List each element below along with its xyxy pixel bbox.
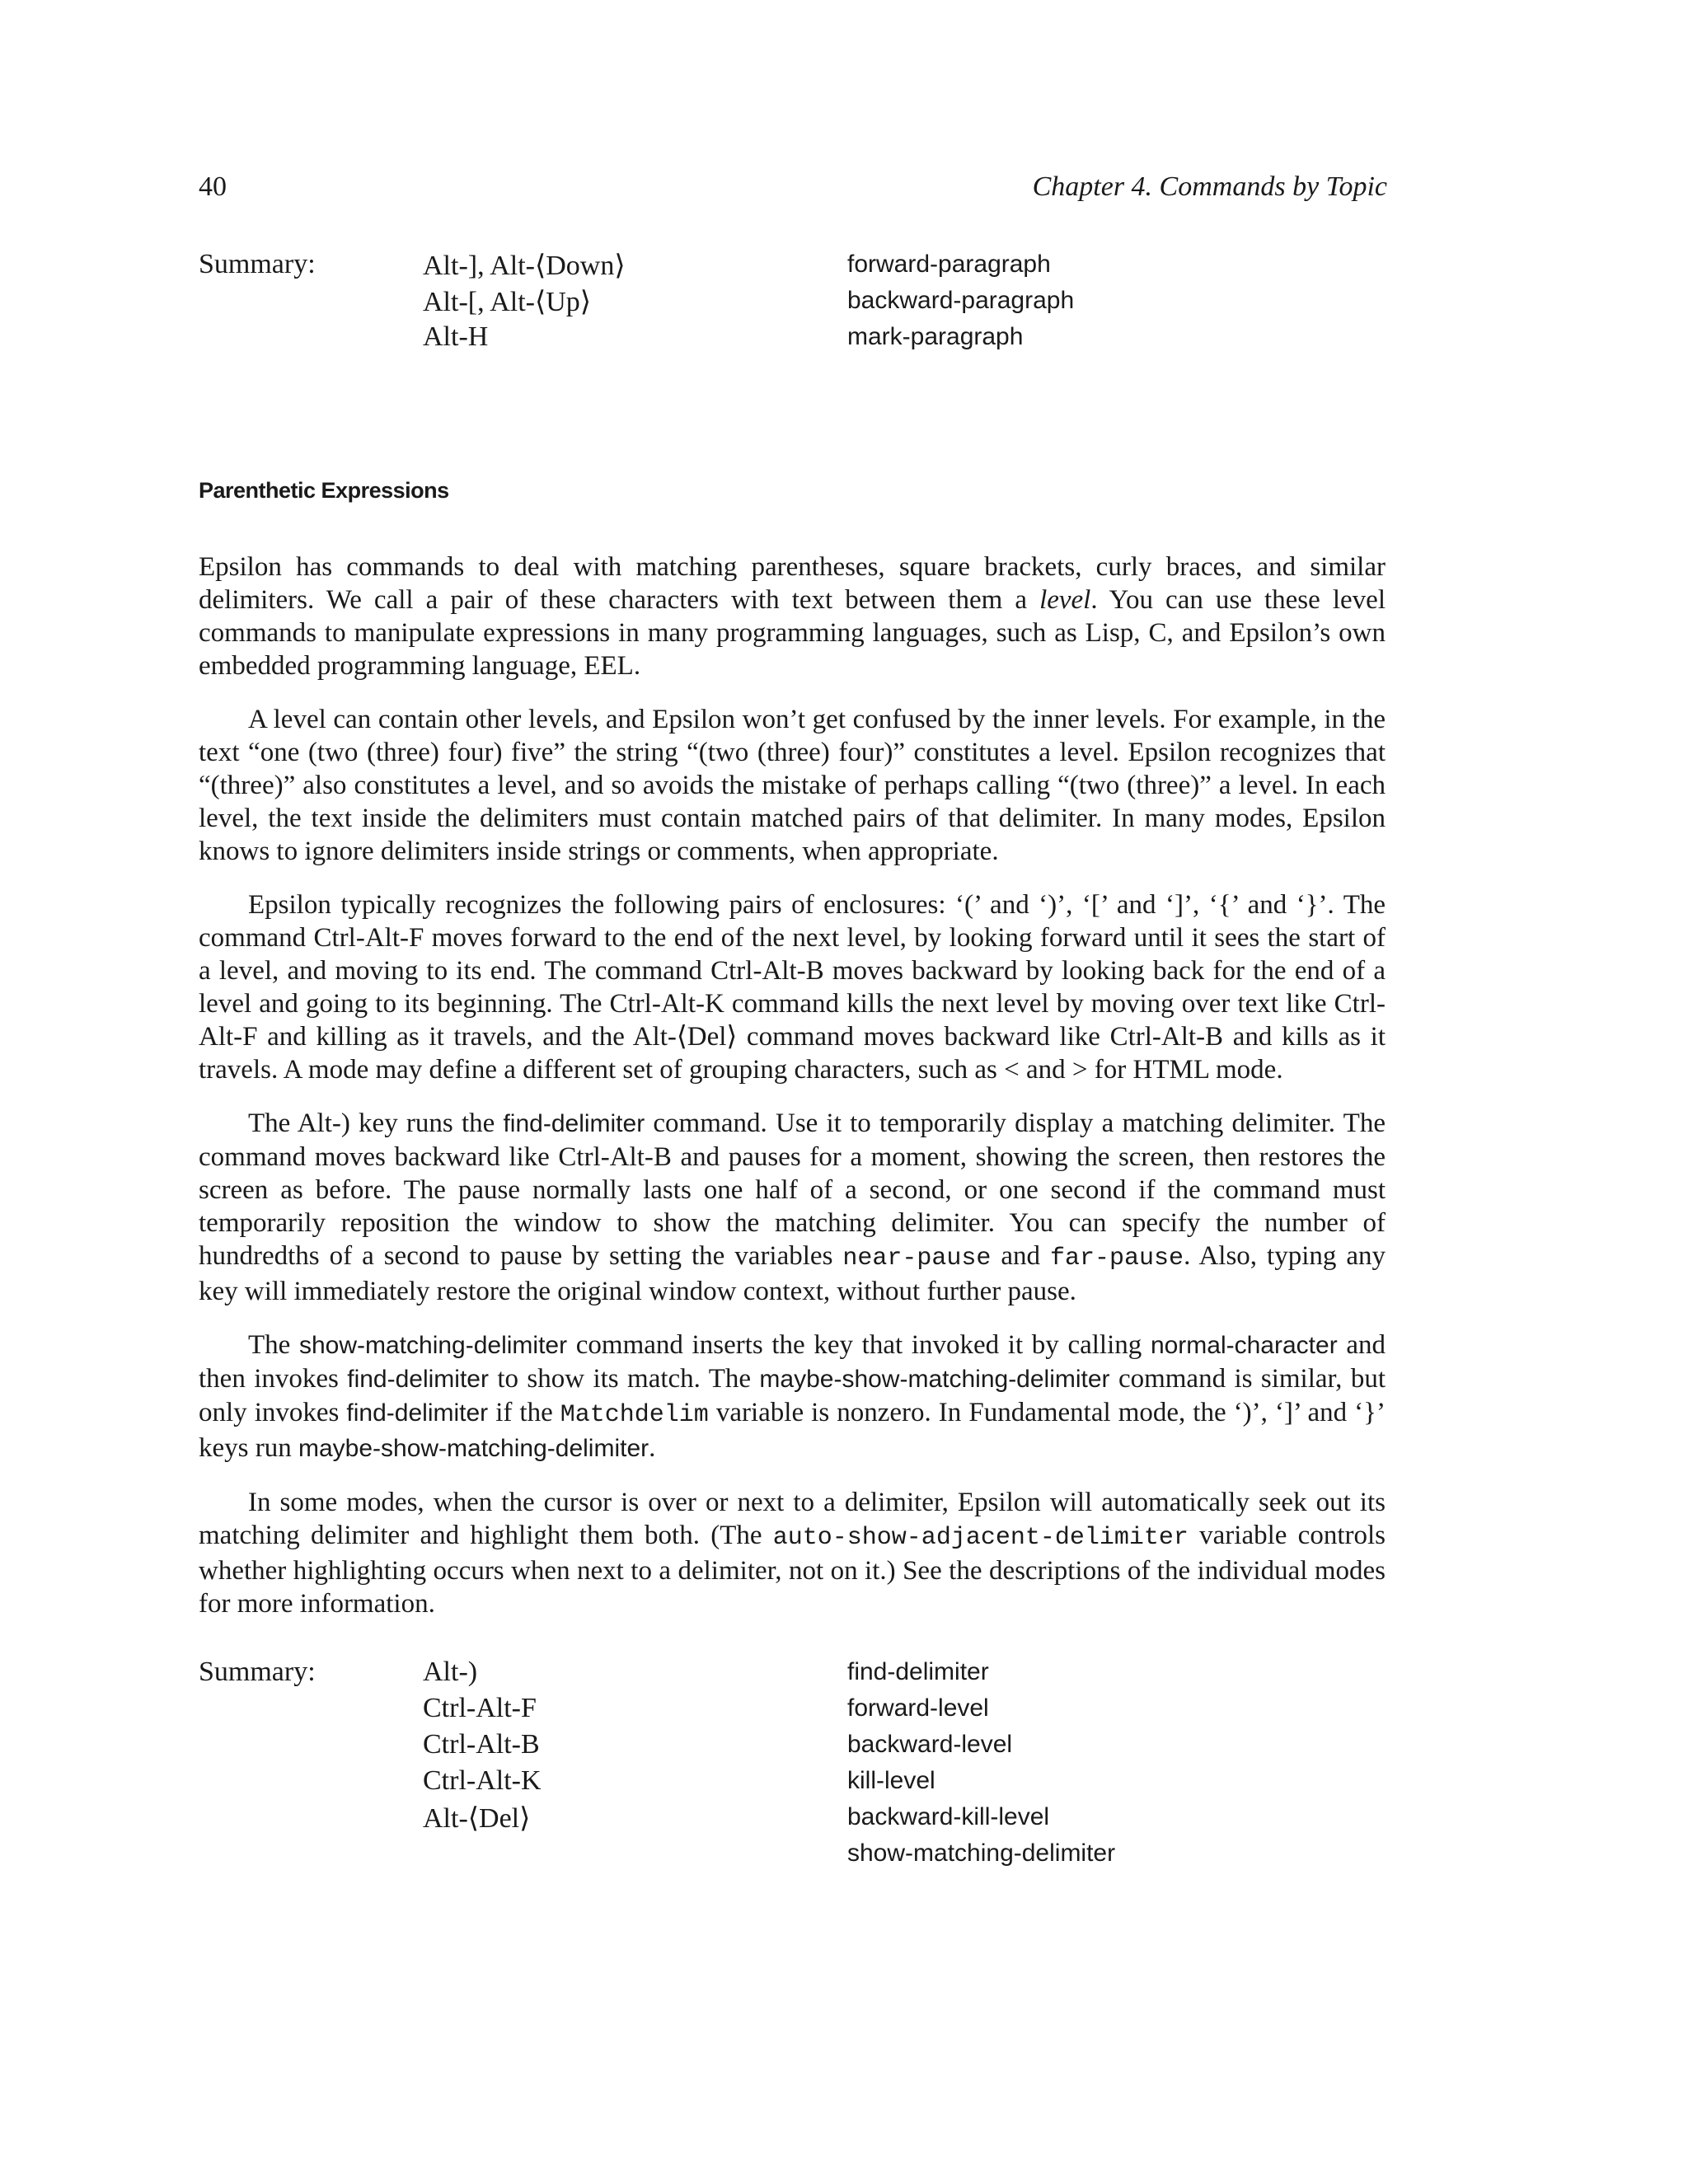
page-number: 40 bbox=[199, 171, 227, 202]
summary-command: backward-level bbox=[847, 1731, 1013, 1758]
summary-row bbox=[199, 1657, 1394, 1693]
command-name: find-delimiter bbox=[346, 1399, 489, 1427]
paragraph-2: A level can contain other levels, and Epsilon won’t get confused by the inner levels. For example, in the text “one (two (three) four) five” the string “(two (three) four)” constitutes a level. Epsilon recognizes that “(three)” also constitutes a level, and so avoids the mistake of perhaps calling “(two (three)” a level. In each level, the text inside the delimiters must contain matched pairs of that delimiter. In many modes, Epsilon knows to ignore delimiters inside strings or comments, when appropriate. bbox=[199, 705, 1386, 866]
summary-command: forward-level bbox=[847, 1694, 989, 1722]
summary-command: kill-level bbox=[847, 1767, 935, 1794]
summary-command: find-delimiter bbox=[847, 1658, 989, 1685]
paragraph-3: Epsilon typically recognizes the following pairs of enclosures: ‘(’ and ‘)’, ‘[’ and ‘]’, ‘{’ and ‘}’. The command Ctrl-Alt-F moves forward to the end of the next level, by looking forward until it sees the start of a level, and moving to its end. The command Ctrl-Alt-B moves backward by looking back for the end of a level and going to its beginning. The Ctrl-Alt-K command kills the next level by moving over text like Ctrl-Alt-F and killing as it travels, and the Alt-⟨Del⟩ command moves backward like Ctrl-Alt-B and kills as it travels. A mode may define a different set of grouping characters, such as < and > for HTML mode. bbox=[199, 890, 1386, 1085]
running-head: Chapter 4. Commands by Topic bbox=[1032, 171, 1387, 202]
summary-table-top bbox=[199, 249, 1394, 358]
variable-name: Matchdelim bbox=[560, 1401, 709, 1429]
command-name: maybe-show-matching-delimiter bbox=[759, 1366, 1110, 1393]
command-name: normal-character bbox=[1150, 1332, 1338, 1359]
summary-row bbox=[199, 1838, 1394, 1874]
paragraph-4 bbox=[199, 1107, 1386, 1308]
text-run: . Also, typing any key will immediately restore the original window context, without further pause. bbox=[199, 1241, 1386, 1306]
command-name: show-matching-delimiter bbox=[298, 1332, 568, 1359]
text-run: In some modes, when the cursor is over or next to a delimiter, Epsilon will automatically seek out its matching delimiter and highlight them both. (The bbox=[199, 1488, 1386, 1550]
summary-row bbox=[199, 249, 1394, 285]
summary-command: backward-kill-level bbox=[847, 1803, 1050, 1830]
text-run: command inserts the key that invoked it by calling bbox=[567, 1330, 1151, 1360]
summary-command: show-matching-delimiter bbox=[847, 1840, 1116, 1867]
variable-name: near-pause bbox=[842, 1244, 992, 1272]
summary-row bbox=[199, 1729, 1394, 1765]
summary-command: backward-paragraph bbox=[847, 287, 1075, 314]
summary-key: Alt-H bbox=[423, 321, 489, 352]
text-run: variable controls whether highlighting occurs when next to a delimiter, not on it.) See the descriptions of the individual modes for more information. bbox=[199, 1521, 1386, 1619]
variable-name: far-pause bbox=[1050, 1244, 1184, 1272]
command-name: find-delimiter bbox=[503, 1110, 645, 1137]
paragraph-1 bbox=[199, 551, 1386, 682]
summary-command: mark-paragraph bbox=[847, 323, 1024, 350]
summary-row bbox=[199, 1802, 1394, 1838]
summary-key: Alt-[, Alt-⟨Up⟩ bbox=[423, 287, 592, 317]
paragraph-5 bbox=[199, 1329, 1386, 1465]
summary-row bbox=[199, 285, 1394, 321]
command-name: maybe-show-matching-delimiter bbox=[298, 1435, 649, 1462]
text-run: command is similar, but only invokes bbox=[199, 1364, 1386, 1427]
summary-label: Summary: bbox=[199, 1657, 316, 1687]
text-run: Epsilon has commands to deal with matching parentheses, square brackets, curly braces, and similar delimiters. We call a pair of these characters with text between them a bbox=[199, 552, 1386, 615]
summary-row bbox=[199, 1765, 1394, 1802]
text-run: and then invokes bbox=[199, 1330, 1386, 1394]
summary-key: Ctrl-Alt-B bbox=[423, 1729, 540, 1760]
text-run: The bbox=[248, 1330, 299, 1360]
summary-key: Ctrl-Alt-F bbox=[423, 1693, 537, 1723]
summary-key: Alt-⟨Del⟩ bbox=[423, 1803, 531, 1834]
summary-key: Ctrl-Alt-K bbox=[423, 1765, 542, 1796]
text-run: The Alt-) key runs the bbox=[248, 1108, 504, 1138]
summary-command: forward-paragraph bbox=[847, 251, 1051, 278]
summary-row bbox=[199, 1693, 1394, 1729]
summary-row bbox=[199, 321, 1394, 358]
paragraph-6 bbox=[199, 1486, 1386, 1620]
text-run: command. Use it to temporarily display a matching delimiter. The command moves backward like Ctrl-Alt-B and pauses for a moment, showing the screen, then restores the screen as before. The pause normally lasts one half of a second, or one second if the command must temporarily reposition the window to show the matching delimiter. You can specify the number of hundredths of a second to pause by setting the variables bbox=[199, 1108, 1386, 1271]
summary-label: Summary: bbox=[199, 249, 316, 279]
text-run: . bbox=[649, 1433, 656, 1463]
variable-name: auto-show-adjacent-delimiter bbox=[772, 1524, 1189, 1552]
text-run: variable is nonzero. In Fundamental mode, the ‘)’, ‘]’ and ‘}’ keys run bbox=[199, 1398, 1386, 1463]
text-run: and bbox=[991, 1241, 1051, 1271]
summary-table-bottom bbox=[199, 1657, 1394, 1874]
summary-key: Alt-], Alt-⟨Down⟩ bbox=[423, 251, 626, 281]
section-body bbox=[199, 551, 1386, 1641]
summary-key: Alt-) bbox=[423, 1657, 478, 1687]
text-run: . You can use these level commands to manipulate expressions in many programming languages, such as Lisp, C, and Epsilon’s own embedded programming language, EEL. bbox=[199, 585, 1386, 681]
text-run: to show its match. The bbox=[488, 1364, 760, 1394]
command-name: find-delimiter bbox=[347, 1366, 489, 1393]
emphasis: level bbox=[1039, 585, 1091, 615]
section-heading: Parenthetic Expressions bbox=[199, 478, 449, 503]
text-run: if the bbox=[488, 1398, 560, 1427]
